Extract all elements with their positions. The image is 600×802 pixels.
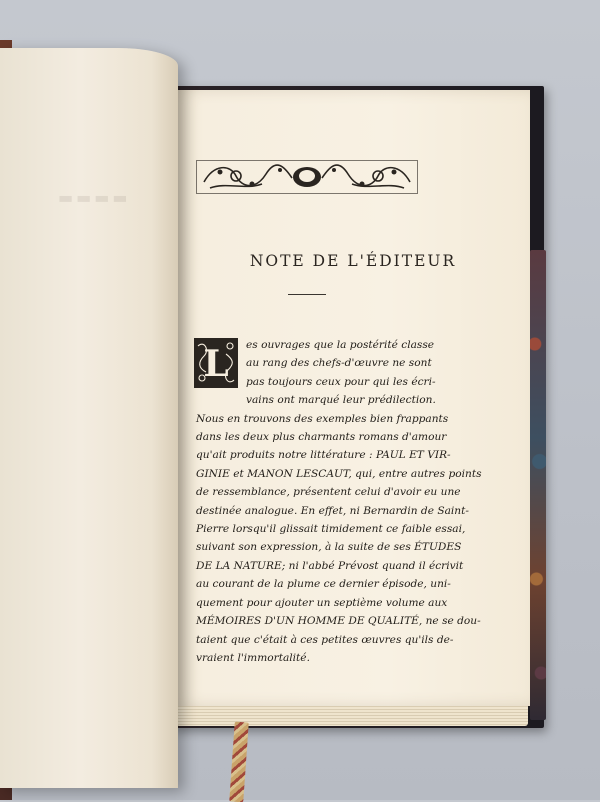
text-line: GINIE et MANON LESCAUT, qui, entre autres points [196, 467, 482, 480]
text-line: pas toujours ceux pour qui les écri- [246, 375, 436, 388]
headpiece-ornament [196, 160, 418, 194]
drop-cap-letter: L [203, 343, 229, 385]
page-edges [176, 704, 528, 726]
marbled-endpaper [530, 250, 546, 720]
text-line: dans les deux plus charmants romans d'amour [196, 431, 447, 444]
text-line: Nous en trouvons des exemples bien frappants [196, 412, 449, 425]
text-line: au rang des chefs-d'œuvre ne sont [246, 357, 432, 370]
text-line: qu'ait produits notre littérature : PAUL ET VIR- [196, 449, 451, 462]
title-rule [288, 294, 326, 295]
show-through-text: ▬▬▬▬ [58, 188, 131, 207]
text-line: suivant son expression, à la suite de ses ÉTUDES [196, 541, 462, 554]
text-line: vraient l'immortalité. [196, 651, 310, 664]
text-line: quement pour ajouter un septième volume aux [196, 596, 448, 609]
ribbon-bookmark [229, 722, 249, 802]
text-line: DE LA NATURE; ni l'abbé Prévost quand il écrivit [196, 559, 464, 572]
text-line: es ouvrages que la postérité classe [246, 339, 435, 351]
text-line: taient que c'était à ces petites œuvres qu'ils de- [196, 633, 454, 646]
text-line: destinée analogue. En effet, ni Bernardin de Saint- [196, 504, 469, 517]
text-line: Pierre lorsqu'il glissait timidement ce faible essai, [196, 523, 466, 536]
page-title: NOTE DE L'ÉDITEUR [249, 252, 457, 270]
text-line: vains ont marqué leur prédilection. [246, 394, 436, 407]
body-text [196, 336, 518, 667]
left-page [0, 48, 178, 788]
text-line: MÉMOIRES D'UN HOMME DE QUALITÉ, ne se dou- [196, 615, 481, 628]
text-line: de ressemblance, présentent celui d'avoir eu une [196, 486, 461, 499]
text-line: au courant de la plume ce dernier épisode, uni- [196, 578, 451, 591]
